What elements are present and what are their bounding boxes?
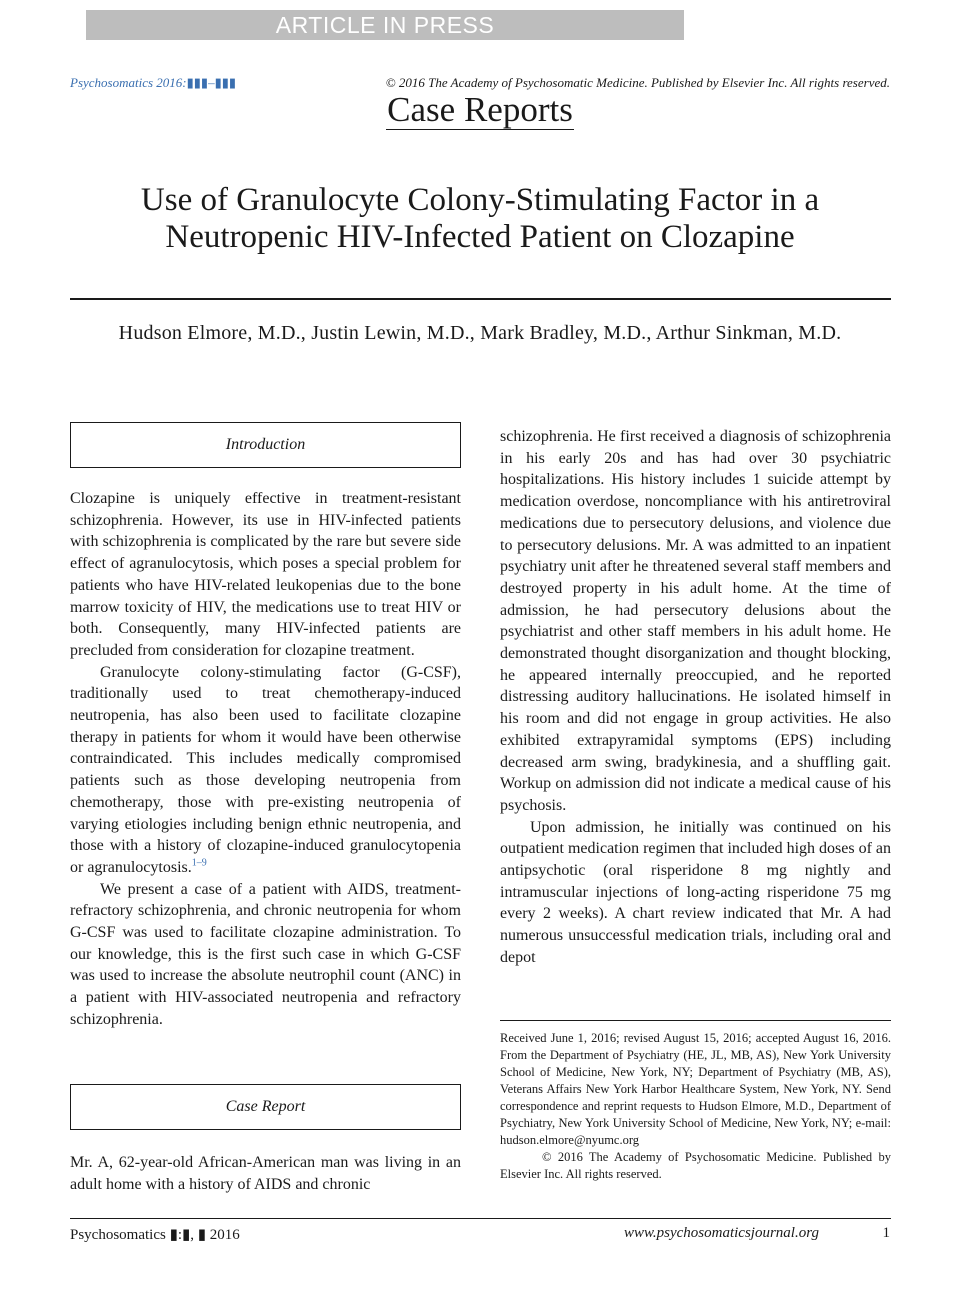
journal-reference-link[interactable]: Psychosomatics 2016:▮▮▮–▮▮▮ xyxy=(70,75,237,90)
article-in-press-banner: ARTICLE IN PRESS xyxy=(86,10,684,40)
case-report-heading-box xyxy=(70,1084,461,1130)
intro-paragraph-1: Clozapine is uniquely effective in treatment-resistant schizophrenia. However, its use in HIV-infected patients with schizophrenia is complicated by the rare but severe side effect of agranulocytosis, which poses a special problem for patients who have HIV-related leukopenias due to the bone marrow toxicity of HIV, the medications use to treat HIV or both. Consequently, many HIV-infected patients are precluded from consideration for clozapine treatment. xyxy=(70,490,461,659)
case-report-body-continued xyxy=(500,426,891,969)
reference-link[interactable]: 1–9 xyxy=(191,857,207,869)
case-paragraph-1-start: Mr. A, 62-year-old African-American man was living in an adult home with a history of AIDS and chronic xyxy=(70,1154,461,1193)
section-heading xyxy=(0,90,960,130)
intro-paragraph-2-text: Granulocyte colony-stimulating factor (G-CSF), traditionally used to treat chemotherapy-induced neutropenia, has also been used to facilitate clozapine therapy in patients for whom it would have been otherwise contraindicated. This includes medically compromised patients such as those developing neutropenia from chemotherapy, those with pre-existing neutropenia of varying etiologies including benign ethnic neutropenia, and those with a history of clozapine-induced granulocytopenia or agranulocytosis. xyxy=(70,663,461,876)
article-title xyxy=(60,182,900,256)
author-list: Hudson Elmore, M.D., Justin Lewin, M.D., Mark Bradley, M.D., Arthur Sinkman, M.D. xyxy=(118,322,842,344)
case-report-heading: Case Report xyxy=(225,1098,306,1115)
footnote-divider xyxy=(500,1020,891,1021)
intro-paragraph-2 xyxy=(70,662,461,879)
article-footnote xyxy=(500,1030,891,1183)
section-heading-text: Case Reports xyxy=(387,90,573,129)
title-line-1: Use of Granulocyte Colony-Stimulating Factor in a xyxy=(140,182,820,218)
footer-journal: Psychosomatics ▮:▮, ▮ 2016 xyxy=(70,1227,240,1243)
case-report-body-start xyxy=(70,1152,461,1195)
introduction-heading: Introduction xyxy=(225,436,306,453)
intro-paragraph-3: We present a case of a patient with AIDS, treatment-refractory schizophrenia, and chronic neutropenia for whom G-CSF was used to facilitate clozapine administration. To our knowledge, this is the first such case in which G-CSF was used to increase the absolute neutrophil count (ANC) in a patient with HIV-associated neutropenia and refractory schizophrenia. xyxy=(70,880,461,1028)
introduction-body xyxy=(70,488,461,1031)
page-number: 1 xyxy=(882,1225,890,1241)
case-paragraph-1-continued: schizophrenia. He first received a diagnosis of schizophrenia in his early 20s and has had over 30 psychiatric hospitalizations. His history includes 1 suicide attempt by medication overdose, noncompliance with his antiretroviral medications due to persecutory delusions, and violence due to persecutory delusions. Mr. A was admitted to an inpatient psychiatry unit after he threatened several staff members and destroyed property in his adult home. At the time of admission, he had persecutory delusions about the psychiatrist and other staff members in his adult home. He demonstrated thought disorganization and thought blocking, he appeared internally preoccupied, and he reported distressing auditory hallucinations. He isolated himself in his room and did not engage in group activities. He also exhibited extrapyramidal symptoms (EPS) including decreased arm swing, bradykinesia, and a shuffling gait. Workup on admission did not indicate a medical cause of his psychosis. xyxy=(500,428,891,814)
footer-divider xyxy=(70,1218,891,1219)
title-line-2: Neutropenic HIV-Infected Patient on Clozapine xyxy=(165,219,795,255)
footnote-text: Received June 1, 2016; revised August 15, 2016; accepted August 16, 2016. From the Department of Psychiatry (HE, JL, MB, AS), New York University School of Medicine, New York, NY; Department of Psychiatry (MB, AS), Veterans Affairs New York Harbor Healthcare System, New York, NY. Send correspondence and reprint requests to Hudson Elmore, M.D., Department of Psychiatry, New York University School of Medicine, New York, NY; e-mail: hudson.elmore@nyumc.org xyxy=(500,1031,891,1147)
footnote-copyright: © 2016 The Academy of Psychosomatic Medicine. Published by Elsevier Inc. All rights reserved. xyxy=(500,1150,891,1181)
copyright-notice: © 2016 The Academy of Psychosomatic Medicine. Published by Elsevier Inc. All rights reserved. xyxy=(385,75,890,90)
footer-journal-url[interactable]: www.psychosomaticsjournal.org xyxy=(624,1225,820,1241)
case-paragraph-2: Upon admission, he initially was continued on his outpatient medication regimen that included high doses of an antipsychotic (oral risperidone 8 mg nightly and intramuscular injections of long-acting risperidone 75 mg every 2 weeks). A chart review indicated that Mr. A had numerous unsuccessful medication trials, including oral and depot xyxy=(500,818,892,966)
introduction-heading-box xyxy=(70,422,461,468)
title-divider xyxy=(70,298,891,300)
